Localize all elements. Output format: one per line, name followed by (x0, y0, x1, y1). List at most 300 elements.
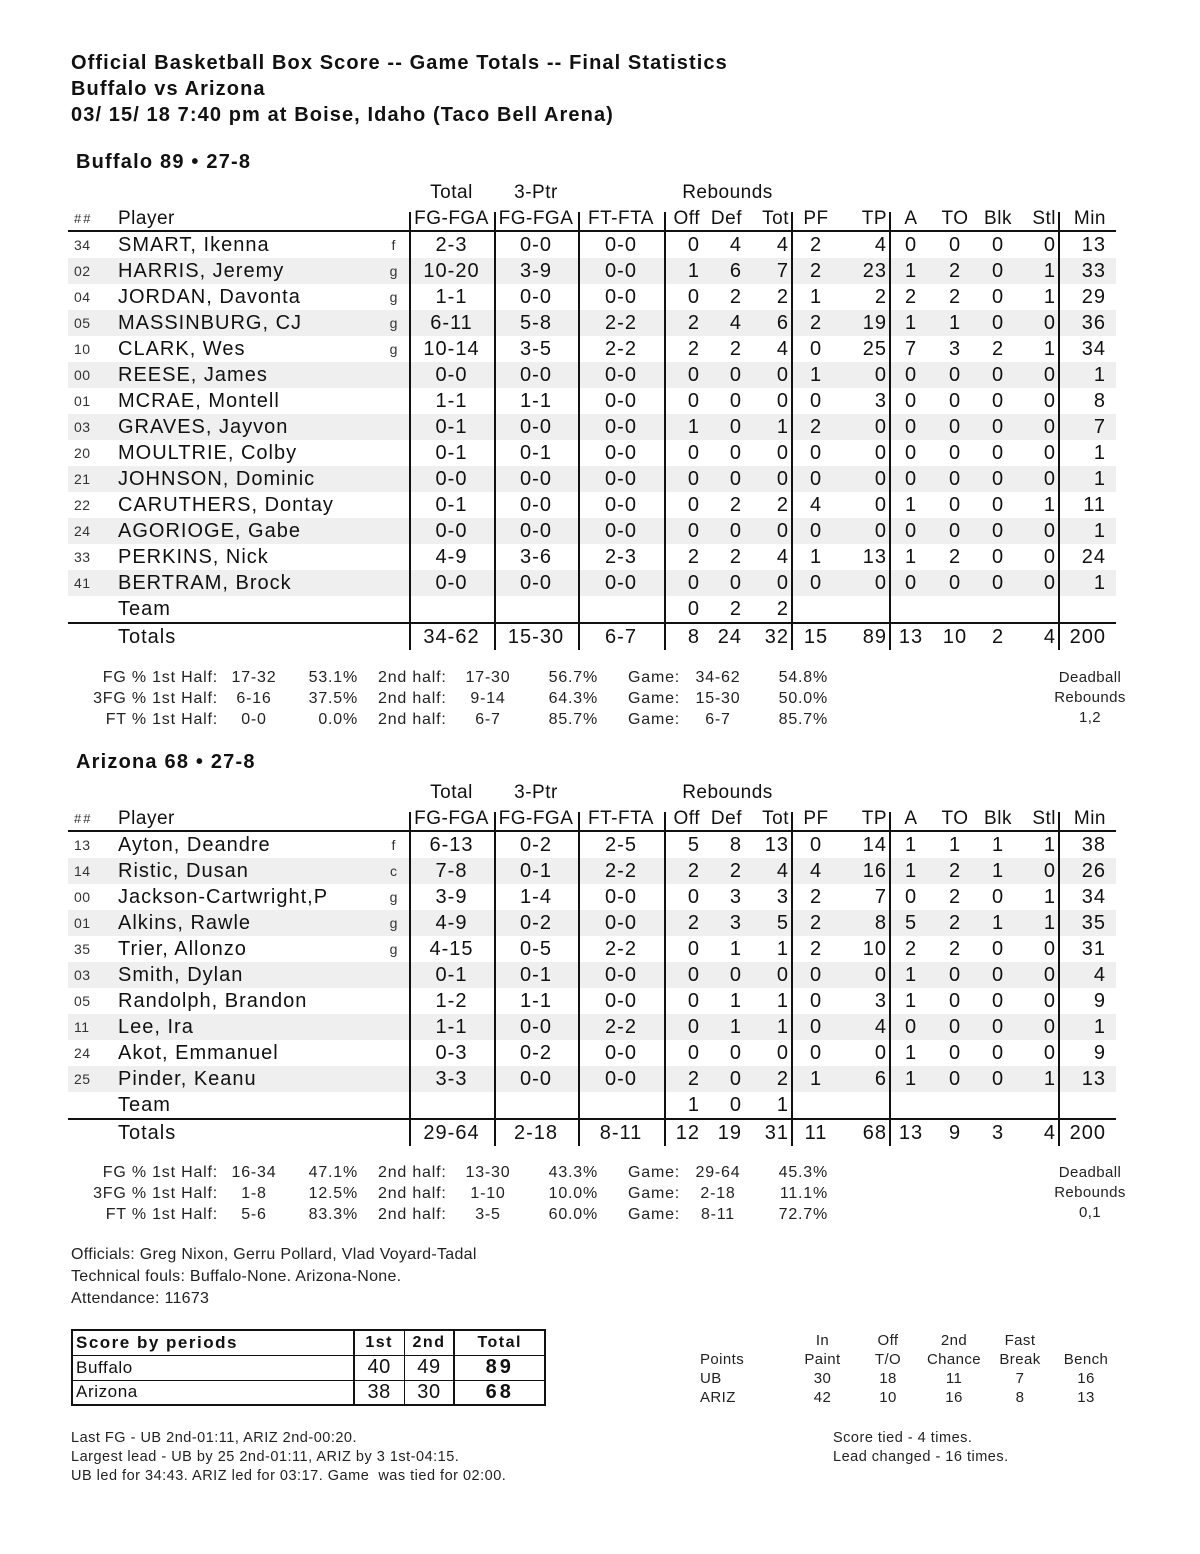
stat-tp3: 3-6 (520, 546, 552, 568)
stat-stl: 0 (1043, 1016, 1056, 1038)
player-row (68, 518, 1116, 544)
col-header-def: Def (710, 808, 742, 829)
player-position (386, 414, 402, 440)
shooting-gp: 54.8% (778, 669, 828, 686)
stat-def: 2 (729, 338, 742, 360)
stat-tp: 23 (862, 260, 887, 282)
player-name: MASSINBURG, CJ (118, 312, 303, 334)
col-header-tp: TP (861, 208, 887, 229)
group-header-rebounds: Rebounds (682, 182, 773, 203)
stat-min: 1 (1093, 442, 1106, 464)
stat-fg: 1-2 (435, 990, 468, 1012)
stat-fg: 0-0 (435, 520, 468, 542)
stat-tp: 19 (862, 312, 887, 334)
stat-off: 0 (687, 1016, 700, 1038)
col-header-player: Player (118, 208, 175, 229)
stat-to: 2 (948, 546, 962, 568)
shooting-h1p: 83.3% (308, 1206, 358, 1223)
stat-stl: 0 (1043, 990, 1056, 1012)
shooting-h2p: 43.3% (548, 1164, 598, 1181)
jersey-number: 04 (74, 289, 91, 305)
col-header-ft: FT-FTA (588, 208, 654, 229)
col-header-player: Player (118, 808, 175, 829)
stat-tp: 0 (874, 520, 887, 542)
stat-min: 1 (1093, 520, 1106, 542)
col-header-tp: TP (861, 808, 887, 829)
shooting-line (70, 1183, 870, 1204)
shooting-g: 6-7 (705, 711, 731, 728)
stat-off: 2 (687, 912, 700, 934)
player-row (68, 1040, 1116, 1066)
player-row (68, 258, 1116, 284)
game-flow-notes (71, 1429, 506, 1486)
shooting-gp: 45.3% (778, 1164, 828, 1181)
shooting-h2: 13-30 (465, 1164, 511, 1181)
stat-tp3: 0-0 (520, 520, 552, 542)
deadball-value: 1,2 (1078, 709, 1102, 726)
player-position (386, 388, 402, 414)
total-min: 200 (1069, 1122, 1106, 1144)
stat-fg: 0-0 (435, 468, 468, 490)
stat-tp: 10 (862, 938, 887, 960)
stat-min: 24 (1081, 546, 1106, 568)
column-divider (409, 212, 411, 650)
stat-to: 0 (948, 990, 962, 1012)
stat-stl: 1 (1043, 886, 1056, 908)
stat-fg: 7-8 (435, 860, 468, 882)
stat-to: 3 (948, 338, 962, 360)
jersey-number: 14 (74, 863, 91, 879)
stat-fg: 10-14 (423, 338, 480, 360)
shooting-gp: 85.7% (778, 711, 828, 728)
stat-tot: 4 (776, 234, 789, 256)
stat-pf: 2 (809, 912, 823, 934)
period-2-score: 49 (404, 1355, 454, 1380)
last-fg: Last FG - UB 2nd-01:11, ARIZ 2nd-00:20. (71, 1430, 358, 1446)
jersey-number: 33 (74, 549, 91, 565)
points-fast: 7 (1015, 1370, 1025, 1387)
player-name: Akot, Emmanuel (118, 1042, 279, 1064)
col-header-pf: PF (803, 208, 829, 229)
stat-blk: 1 (991, 912, 1005, 934)
stat-def: 0 (729, 1068, 742, 1090)
stat-tot: 1 (776, 1016, 789, 1038)
stat-ft: 0-0 (605, 468, 637, 490)
stat-pf: 0 (809, 990, 823, 1012)
stat-pf: 1 (809, 364, 823, 386)
stat-off: 0 (687, 390, 700, 412)
stat-ft: 0-0 (605, 416, 637, 438)
stat-pf: 0 (809, 520, 823, 542)
column-group-header-row (68, 780, 1116, 806)
shooting-h2label: 2nd half: (378, 711, 447, 728)
col-header-off: Off (673, 808, 700, 829)
stat-fg: 4-9 (435, 546, 468, 568)
shooting-glabel: Game: (628, 690, 681, 707)
stat-stl: 0 (1043, 860, 1056, 882)
stat-blk: 0 (991, 572, 1005, 594)
stat-off: 2 (687, 338, 700, 360)
group-header-rebounds: Rebounds (682, 782, 773, 803)
column-divider (578, 212, 580, 650)
jersey-number: 02 (74, 263, 91, 279)
player-position (386, 492, 402, 518)
stat-tp3: 3-9 (520, 260, 552, 282)
stat-def: 0 (729, 390, 742, 412)
col-header-tot: Tot (762, 808, 789, 829)
shooting-h1: 16-34 (231, 1164, 277, 1181)
player-row (68, 440, 1116, 466)
lead-changed: Lead changed - 16 times. (833, 1449, 1009, 1465)
jersey-number: 10 (74, 341, 91, 357)
stat-min: 7 (1093, 416, 1106, 438)
stat-def: 0 (729, 416, 742, 438)
stat-tp: 16 (862, 860, 887, 882)
column-divider (889, 212, 891, 650)
shooting-h2: 1-10 (470, 1185, 506, 1202)
stat-stl: 1 (1043, 834, 1056, 856)
stat-min: 29 (1081, 286, 1106, 308)
player-name: JOHNSON, Dominic (118, 468, 316, 490)
points-to: 10 (879, 1389, 897, 1406)
stat-min: 9 (1093, 990, 1106, 1012)
player-name: Ayton, Deandre (118, 834, 271, 856)
stat-def: 4 (729, 312, 742, 334)
stat-tp: 3 (874, 990, 887, 1012)
stat-a: 0 (904, 416, 918, 438)
stat-stl: 0 (1043, 390, 1056, 412)
stat-def: 0 (729, 520, 742, 542)
stat-off: 0 (687, 1042, 700, 1064)
stat-fg: 0-0 (435, 572, 468, 594)
stat-off: 0 (687, 494, 700, 516)
player-row (68, 362, 1116, 388)
stat-def: 0 (729, 468, 742, 490)
stat-fg: 0-1 (435, 416, 468, 438)
stat-stl: 0 (1043, 572, 1056, 594)
stat-fg: 0-1 (435, 964, 468, 986)
shooting-summary-buffalo (70, 667, 870, 730)
stat-blk: 2 (991, 338, 1005, 360)
stat-ft: 2-2 (605, 1016, 637, 1038)
stat-blk: 1 (991, 834, 1005, 856)
stat-tp3: 0-0 (520, 286, 552, 308)
stat-blk: 0 (991, 442, 1005, 464)
stat-tot: 1 (776, 990, 789, 1012)
stat-stl: 0 (1043, 416, 1056, 438)
stat-pf: 1 (809, 546, 823, 568)
total-pf: 11 (804, 1122, 828, 1144)
stat-stl: 0 (1043, 468, 1056, 490)
col-header-number: ## (74, 811, 93, 826)
player-name: REESE, James (118, 364, 268, 386)
stat-tp: 2 (874, 286, 887, 308)
col-header-to: TO (941, 808, 969, 829)
col-header-stl: Stl (1032, 808, 1056, 829)
stat-blk: 0 (991, 468, 1005, 490)
player-position: f (391, 837, 397, 853)
player-name: SMART, Ikenna (118, 234, 270, 256)
stat-blk: 0 (991, 1068, 1005, 1090)
stat-tot: 5 (776, 912, 789, 934)
shooting-label: FT % 1st Half: (105, 1206, 218, 1223)
technical-fouls: Technical fouls: Buffalo-None. Arizona-None. (71, 1268, 402, 1285)
player-name: Trier, Allonzo (118, 938, 247, 960)
team-heading-arizona: Arizona 68 • 27-8 (76, 751, 256, 773)
stat-fg: 0-3 (435, 1042, 468, 1064)
stat-tot: 4 (776, 860, 789, 882)
player-name: CLARK, Wes (118, 338, 246, 360)
stat-blk: 0 (991, 390, 1005, 412)
stat-to: 2 (948, 286, 962, 308)
team-label: Team (118, 1094, 171, 1116)
stat-a: 2 (904, 286, 918, 308)
player-position (386, 1014, 402, 1040)
stat-tp3: 0-1 (520, 964, 552, 986)
stat-tp: 0 (874, 416, 887, 438)
stat-to: 0 (948, 964, 962, 986)
stat-tot: 2 (776, 286, 789, 308)
group-header-3ptr: 3-Ptr (514, 782, 558, 803)
jersey-number: 03 (74, 419, 91, 435)
stat-a: 1 (904, 546, 918, 568)
stat-a: 0 (904, 364, 918, 386)
stat-tp3: 0-1 (520, 442, 552, 464)
shooting-glabel: Game: (628, 669, 681, 686)
stat-ft: 0-0 (605, 442, 637, 464)
stat-min: 13 (1081, 1068, 1106, 1090)
stat-def: 8 (729, 834, 742, 856)
total-fg: 29-64 (423, 1122, 480, 1144)
stat-a: 0 (904, 1016, 918, 1038)
stat-tp3: 1-1 (520, 990, 552, 1012)
column-header-row (68, 206, 1116, 232)
stat-to: 0 (948, 520, 962, 542)
stat-to: 1 (948, 312, 962, 334)
points-header: T/O (874, 1351, 902, 1368)
column-divider (791, 212, 793, 650)
stat-tp3: 0-2 (520, 1042, 552, 1064)
stat-fg: 3-3 (435, 1068, 468, 1090)
player-position: g (389, 289, 399, 305)
col-header-ft: FT-FTA (588, 808, 654, 829)
points-header: 2nd (940, 1332, 968, 1349)
stat-min: 31 (1081, 938, 1106, 960)
stat-blk: 0 (991, 1042, 1005, 1064)
totals-row (68, 1118, 1116, 1144)
stat-to: 0 (948, 234, 962, 256)
player-row (68, 544, 1116, 570)
stat-blk: 0 (991, 260, 1005, 282)
shooting-h1: 1-8 (241, 1185, 267, 1202)
points-header: Chance (926, 1351, 982, 1368)
stat-tp: 0 (874, 364, 887, 386)
shooting-g: 29-64 (695, 1164, 741, 1181)
stat-a: 1 (904, 312, 918, 334)
stat-pf: 4 (809, 494, 823, 516)
player-row (68, 858, 1116, 884)
col-header-number: ## (74, 211, 93, 226)
stat-tot: 0 (776, 1042, 789, 1064)
stat-tp3: 0-0 (520, 572, 552, 594)
stat-ft: 0-0 (605, 234, 637, 256)
shooting-g: 34-62 (695, 669, 741, 686)
stat-tp3: 0-1 (520, 860, 552, 882)
stat-blk: 0 (991, 1016, 1005, 1038)
col-header-min: Min (1073, 208, 1106, 229)
stat-a: 0 (904, 442, 918, 464)
col-header-tot: Tot (762, 208, 789, 229)
stat-pf: 0 (809, 468, 823, 490)
total-off: 8 (687, 626, 700, 648)
stat-stl: 1 (1043, 286, 1056, 308)
rebounds-label: Rebounds (1054, 1184, 1126, 1201)
total-pf: 15 (803, 626, 829, 648)
col-header-off: Off (673, 208, 700, 229)
stat-min: 38 (1081, 834, 1106, 856)
total-to: 9 (948, 1122, 962, 1144)
stat-def: 0 (729, 964, 742, 986)
stat-def: 0 (729, 1094, 742, 1116)
stat-off: 2 (687, 860, 700, 882)
stat-off: 0 (687, 468, 700, 490)
total-ft: 8-11 (599, 1122, 643, 1144)
shooting-g: 15-30 (695, 690, 741, 707)
stat-a: 0 (904, 520, 918, 542)
shooting-h1p: 47.1% (308, 1164, 358, 1181)
col-header-to: TO (941, 208, 969, 229)
shooting-gp: 11.1% (779, 1185, 828, 1202)
total-score: 89 (454, 1355, 545, 1380)
player-position (386, 570, 402, 596)
player-position: c (390, 863, 398, 879)
stat-stl: 1 (1043, 338, 1056, 360)
jersey-number: 03 (74, 967, 91, 983)
deadball-label: Deadball (1058, 1164, 1122, 1181)
player-position (386, 544, 402, 570)
stat-fg: 6-11 (430, 312, 473, 334)
player-name: HARRIS, Jeremy (118, 260, 285, 282)
jersey-number: 01 (74, 915, 91, 931)
total-blk: 2 (991, 626, 1005, 648)
jersey-number: 05 (74, 315, 91, 331)
led-for: UB led for 34:43. ARIZ led for 03:17. Game was tied for 02:00. (71, 1468, 507, 1484)
player-row (68, 466, 1116, 492)
largest-lead: Largest lead - UB by 25 2nd-01:11, ARIZ by 3 1st-04:15. (71, 1449, 460, 1465)
stat-to: 2 (948, 912, 962, 934)
stat-stl: 1 (1043, 1068, 1056, 1090)
player-row (68, 336, 1116, 362)
shooting-g: 2-18 (700, 1185, 736, 1202)
jersey-number: 35 (74, 941, 91, 957)
points-team: ARIZ (700, 1389, 736, 1406)
shooting-h2p: 64.3% (548, 690, 598, 707)
team-heading-buffalo: Buffalo 89 • 27-8 (76, 151, 252, 173)
team-label: Team (118, 598, 171, 620)
col-header-tp3: FG-FGA (498, 808, 574, 829)
player-position (386, 1040, 402, 1066)
stat-tot: 1 (776, 938, 789, 960)
stat-ft: 0-0 (605, 886, 637, 908)
points-to: 18 (879, 1370, 897, 1387)
stat-blk: 0 (991, 494, 1005, 516)
jersey-number: 05 (74, 993, 91, 1009)
column-divider (664, 812, 666, 1146)
shooting-h2: 6-7 (475, 711, 501, 728)
points-header: Points (700, 1351, 745, 1368)
stat-pf: 1 (809, 1068, 823, 1090)
stat-ft: 2-2 (605, 338, 637, 360)
stat-ft: 0-0 (605, 494, 637, 516)
lead-summary (833, 1429, 1009, 1467)
player-row (68, 1014, 1116, 1040)
player-row (68, 988, 1116, 1014)
points-header: Break (999, 1351, 1041, 1368)
stat-tp: 6 (874, 1068, 887, 1090)
stat-def: 2 (729, 860, 742, 882)
stat-stl: 0 (1043, 1042, 1056, 1064)
stat-ft: 0-0 (605, 364, 637, 386)
stat-pf: 0 (809, 1042, 823, 1064)
stat-tp: 4 (874, 1016, 887, 1038)
stat-def: 0 (729, 442, 742, 464)
jersey-number: 13 (74, 837, 91, 853)
stat-tp3: 0-0 (520, 416, 552, 438)
player-row (68, 884, 1116, 910)
total-off: 12 (675, 1122, 700, 1144)
stat-def: 1 (729, 990, 742, 1012)
stat-tot: 0 (776, 390, 789, 412)
player-name: MOULTRIE, Colby (118, 442, 298, 464)
col-header-tp3: FG-FGA (498, 208, 574, 229)
stat-a: 1 (904, 494, 918, 516)
stat-off: 0 (687, 598, 700, 620)
stat-off: 0 (687, 990, 700, 1012)
group-header-total: Total (430, 782, 473, 803)
attendance: Attendance: 11673 (71, 1290, 210, 1307)
column-group-header-row (68, 180, 1116, 206)
group-header-3ptr: 3-Ptr (514, 182, 558, 203)
col-header-stl: Stl (1032, 208, 1056, 229)
stat-a: 2 (904, 938, 918, 960)
col-header-def: Def (710, 208, 742, 229)
stat-def: 2 (729, 286, 742, 308)
player-position: g (389, 263, 399, 279)
column-divider (494, 812, 496, 1146)
player-name: Smith, Dylan (118, 964, 244, 986)
stat-ft: 2-2 (605, 938, 637, 960)
stat-off: 0 (687, 364, 700, 386)
player-name: BERTRAM, Brock (118, 572, 292, 594)
stat-a: 0 (904, 886, 918, 908)
player-name: GRAVES, Jayvon (118, 416, 289, 438)
column-divider (889, 812, 891, 1146)
stat-off: 0 (687, 234, 700, 256)
stat-tp: 0 (874, 572, 887, 594)
player-name: Alkins, Rawle (118, 912, 252, 934)
player-position: f (391, 237, 397, 253)
player-name: Pinder, Keanu (118, 1068, 257, 1090)
stat-ft: 0-0 (605, 990, 637, 1012)
stat-blk: 0 (991, 546, 1005, 568)
player-name: PERKINS, Nick (118, 546, 269, 568)
stat-def: 1 (729, 1016, 742, 1038)
stat-fg: 1-1 (435, 1016, 468, 1038)
shooting-h2label: 2nd half: (378, 1164, 447, 1181)
stat-fg: 0-0 (435, 364, 468, 386)
jersey-number: 01 (74, 393, 91, 409)
player-name: MCRAE, Montell (118, 390, 280, 412)
